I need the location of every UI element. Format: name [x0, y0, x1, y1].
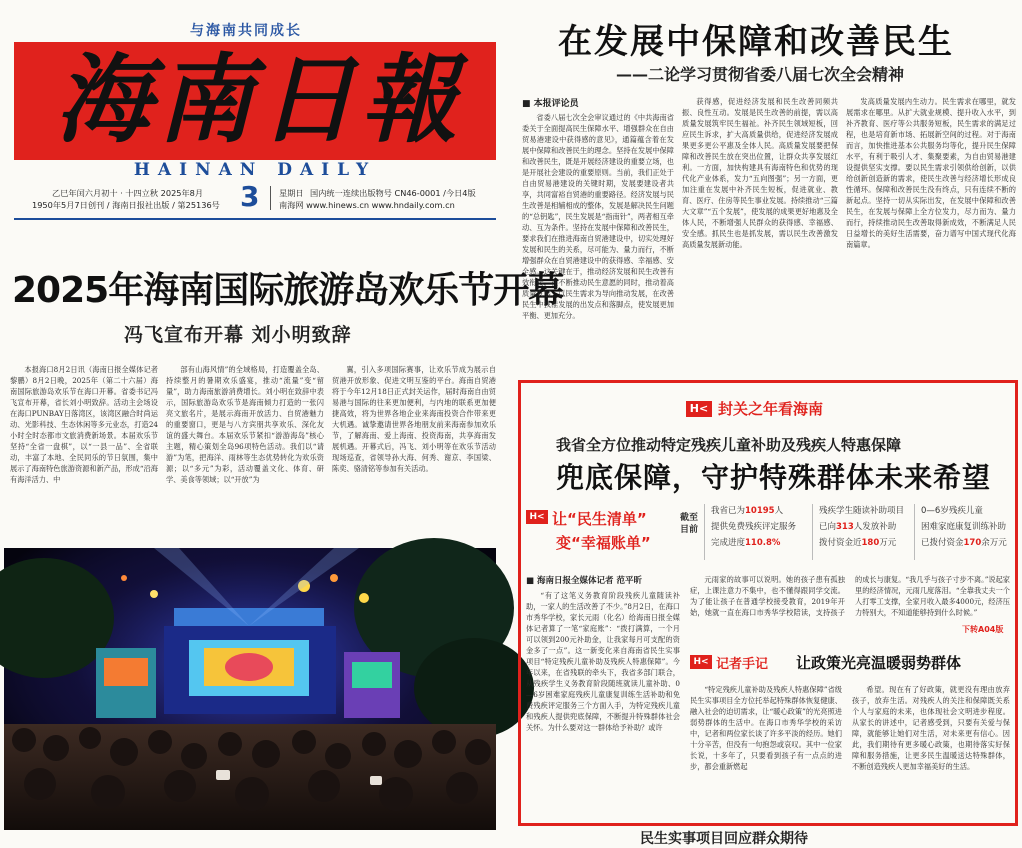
- column-tag: [686, 398, 823, 419]
- feature-body-col-2: 元雨家的故事可以说明。她的孩子患有孤独症，上课注意力不集中，也不懂得跟同学交流。为了能让孩子在普通学校接受教育，2019年开始，她就一直在海口市秀华学校陪读，支持孩子的成长与康复。“我几乎与孩子寸步不离。”说起家里的经济情况，元雨几度落泪。“全靠我丈夫一个人打零工支撑，全家月收入最多4000元，经济压力特别大，不知道能够持到什么时候。”: [690, 575, 1010, 617]
- stat-value: 313: [836, 522, 854, 532]
- masthead-website: 南海网 www.hinews.cn www.hndaily.com.cn: [279, 200, 455, 210]
- continue-label: 下转A04版: [962, 625, 1004, 634]
- bottom-teaser: 民生实事项目回应群众期待: [640, 831, 808, 847]
- stat-value: 180: [861, 538, 880, 548]
- lead-photo: [4, 548, 496, 830]
- masthead-title: 海南日報: [55, 43, 463, 156]
- masthead-subtitle: HAINAN DAILY: [133, 160, 377, 180]
- cutoff-badge: 截至目前: [679, 513, 698, 535]
- editorial-col-3: 发高质量发展内生动力。民生需求在哪里，就发展需求在哪里。从扩大就业规模、提升收入水平，到补齐教育、医疗等公共服务短板，民生需求的满足过程，也是培育新市场、拓展新空间的过程。对于海南而言，加快推进基本公共服务均等化，提升民生保障水平，有利于吸引人才、集聚要素，为自由贸易港建设提供坚实支撑。要以民生需求引领供给创新，以供给创新创造新的需求，使民生改善与经济增长形成良性循环。保障和改善民生没有终点，只有连续不断的新起点。坚持一切从实际出发，在发展中保障和改善民生，在发展与保障上全方位发力，尽力而为、量力而行，持续推动民生改善取得新成效，不断满足人民日益增长的美好生活需要，奋力谱写中国式现代化海南篇章。: [846, 97, 1016, 249]
- lead-col-1: 本报海口8月2日讯（海南日报全媒体记者 黎鹏）8月2日晚，2025年（第二十六届）海南国际旅游岛欢乐节在海口开幕。省委书记冯飞宣布开幕，省长刘小明致辞。活动主会场设在海口PUNBAY日落湾区，该湾区融合时尚运动、光影科技、生态休闲等多元业态，打造24小时全时态都市文旅消费新场景。本届欢乐节坚持“全省一盘棋”，以“一县一品”、全省联动，丰富了本地、全民同乐的节日氛围，集中展示了海南特色旅游资源和新产品，形成“沿海有海洋活力、中: [10, 365, 158, 484]
- masthead-serial: 国内统一连续出版物号 CN46-0001 /今日4版: [310, 188, 476, 198]
- editorial-byline: ■ 本报评论员: [522, 99, 579, 109]
- side-tag-line-2: 变“幸福账单”: [556, 534, 651, 552]
- masthead-weekday: 星期日: [279, 188, 304, 198]
- masthead-rule: [14, 218, 496, 220]
- lead-col-3: 翼，引入多项国际赛事，让欢乐节成为展示自贸港开放形象、促进文明互鉴的平台。海南自贸港将于今年12月18日正式封关运作，届时海南自由贸易港与国际的往来更加便利，与内地的联系更加便捷高效，将为世界各地企业来海南投资合作带来更大机遇。诚挚邀请世界各地朋友前来海南参加欢乐节，了解海南、爱上海南、投资海南，共享海南发展机遇。开幕式后，冯飞、刘小明等在欢乐节活动现场巡查，省领导孙大海、何秀、谢京、李国梁、陈奕、骆清铭等参加有关活动。: [332, 365, 496, 473]
- stat-panel-1: 我省已为10195人 提供免费残疾评定服务 完成进度110.8%: [704, 504, 806, 560]
- hk-logo-icon: H<: [686, 401, 712, 417]
- note-col-1: “特定残疾儿童补助及残疾人特惠保障”省级民生实事项目全方位托举起特殊群体恢复健康、融入社会的迫切需求，让“暖心政策”的光亮照进弱势群体的生活中。在海口市秀华学校的采访中，记者和两位家长谈了许多平淡的经历。她们十分辛苦，但没有一句抱怨或哀叹。其中一位家长说，十多年了，只要看到孩子有一点点的进步，都会重新燃起: [690, 685, 842, 771]
- masthead-date-1: 乙巳年闰六月初十 · 十四立秋 2025年8月: [52, 188, 204, 198]
- hk-logo-icon: H<: [690, 655, 712, 669]
- masthead-banner: [14, 42, 496, 184]
- hk-logo-icon: H<: [526, 510, 548, 524]
- editorial-title: 在发展中保障和改善民生: [558, 22, 954, 62]
- festival-stage-illustration: [4, 548, 496, 830]
- side-tag-line-1: 让“民生清单”: [552, 510, 647, 528]
- note-title: 让政策光亮温暖弱势群体: [796, 654, 962, 672]
- feature-headline-main: 兜底保障，守护特殊群体未来希望: [556, 461, 992, 494]
- side-tag: [526, 508, 674, 560]
- masthead-date-2: 1950年5月7日创刊 / 海南日报社出版 / 第25136号: [32, 200, 220, 210]
- stat-panel-3: 0—6岁残疾儿童 困难家庭康复训练补助 已拨付资金170余万元: [914, 504, 1014, 560]
- stat-panel-2: 残疾学生随读补助项目 已向313人发放补助 拨付资金近180万元: [812, 504, 910, 560]
- editorial-subtitle: ——二论学习贯彻省委八届七次全会精神: [616, 65, 905, 84]
- feature-headline-top: 我省全方位推动特定残疾儿童补助及残疾人特惠保障: [556, 436, 902, 454]
- editorial-col-1: 省委八届七次全会审议通过的《中共海南省委关于全面提高民生保障水平、增强群众在自由贸易港建设中获得感的意见》，通篇蕴含着在发展中保障和改善民生的理念。坚持在发展中保障和改善民生，既是开展经济建设的重要立场，也是开展社会建设的重要原则。当前，我们正处于自由贸易港建设的关键时期，发展要建设者共享，共同富裕自贸港的重要路径。经济发展与民生改善是相辅相成的整体，发展是解决民生问题的“总钥匙”，民生发展是“指南针”，两者相互牵动、互为条件。坚持在发展中保障和改善民生，要求我们在推进海南自贸港建设中，切实处理好发展和民生的关系，尽可能为、量力而行，不断增强群众在自贸港建设中的获得感、幸福感、安全感。这关键在于，推动经济发展和民生改善有效衔接，在不断推动民生意愿的同时，推动着高质量发展，以民生需求为导向推动发展，在改善民生中找准发展的出发点和落脚点，使发展更加平衡、更加充分。: [522, 113, 674, 320]
- page-number: 3: [240, 180, 260, 213]
- stat-value: 110.8%: [745, 538, 781, 548]
- lead-subheadline: 冯飞宣布开幕 刘小明致辞: [124, 324, 352, 346]
- masthead-slogan: 与海南共同成长: [190, 23, 302, 39]
- stat-value: 10195: [745, 506, 775, 516]
- feature-body-col-1: “有了这笔义务教育阶段残疾儿童随读补助，一家人的生活改善了不少。”8月2日，在海口市秀华学校，家长元雨（化名）给海南日报全媒体记者算了一笔“家庭账”：“拨打满算，一个月可以领到200元补助金，让我家每月可支配的资金多了一点”。这一新变化来自海南省民生实事项目“特定残疾儿童补助及残疾人特惠保障”。今年以来，在省残联的牵头下，我省多部门联合，从残疾学生义务教育阶段随班就读儿童补助、0—6岁困难家庭残疾儿童康复训练生活补助和免费残疾评定服务三个方面入手，为特定残疾儿童和残疾人提供兜底保障，不断提升特殊群体社会关怀。为什么要对这一群体给予补助？或许: [526, 591, 680, 732]
- note-tag: 记者手记: [716, 657, 769, 672]
- stat-value: 170: [963, 538, 982, 548]
- column-tag-text: 封关之年看海南: [718, 400, 824, 418]
- note-header: [690, 652, 1010, 674]
- editorial-col-2: 获得感，促进经济发展和民生改善同频共振、良性互动。发展是民生改善的前提，需以高质量发展筑牢民生福祉。补齐民生领域短板，回应民生诉求，扩大高质量供给，促进经济发展成果更多更公平惠及全体人民。高质量发展要把保障和改善民生放在突出位置，让群众共享发展红利。一方面，加快构建具有海南特色和优势的现代化产业体系，发力“五向图强”；另一方面，更加注重在发展中补齐民生短板，促进就业、教育、医疗、住房等民生事业发展。持续推动“三篇大文章”“五个发展”，使发展的成果更好地惠及全体人民，不断增强人民群众的获得感、幸福感、安全感。抓民生也是抓发展，需以民生改善激发高质量发展新动能。: [682, 97, 838, 249]
- page-number-divider: [270, 186, 271, 210]
- lead-headline: 2025年海南国际旅游岛欢乐节开幕: [12, 270, 564, 311]
- note-col-2: 希望。现在有了好政策，就更没有理由放弃孩子，放弃生活。对残疾人的关注和保障既关系个人与家庭的未来，也体现社会文明进步程度。从家长的讲述中，记者感受到，只要有关爱与保障，就能够让她们对生活，对未来更有信心。因此，我们期待有更多暖心政策，也期待落实好保障和服务措施，让更多民生温暖送达特殊群体，不断创造残疾人更加幸福美好的生活。: [852, 685, 1010, 771]
- feature-reporter: ■ 海南日报全媒体记者 范平昕: [526, 576, 642, 586]
- lead-col-2: 部有山海风情”的全域格局，打造覆盖全岛、持续整月的暑期欢乐盛宴，推动“流量”变“留量”，助力海南旅游消费增长。刘小明在致辞中表示，国际旅游岛欢乐节是海南倾力打造的一张闪亮文旅名片，是展示海南开放活力、自贸港魅力的重要窗口，更是与八方宾朋共享欢乐、深化友谊的盛大舞台。本届欢乐节紧扣“游游海岛”核心主题，精心策划全岛96项特色活动。我们以“请游”为笔，把海洋、雨林等生态优势转化为欢乐资源；以“多元”为彩，活动覆盖文化、体育、研学、美食等领域；以“开放”为: [166, 365, 324, 484]
